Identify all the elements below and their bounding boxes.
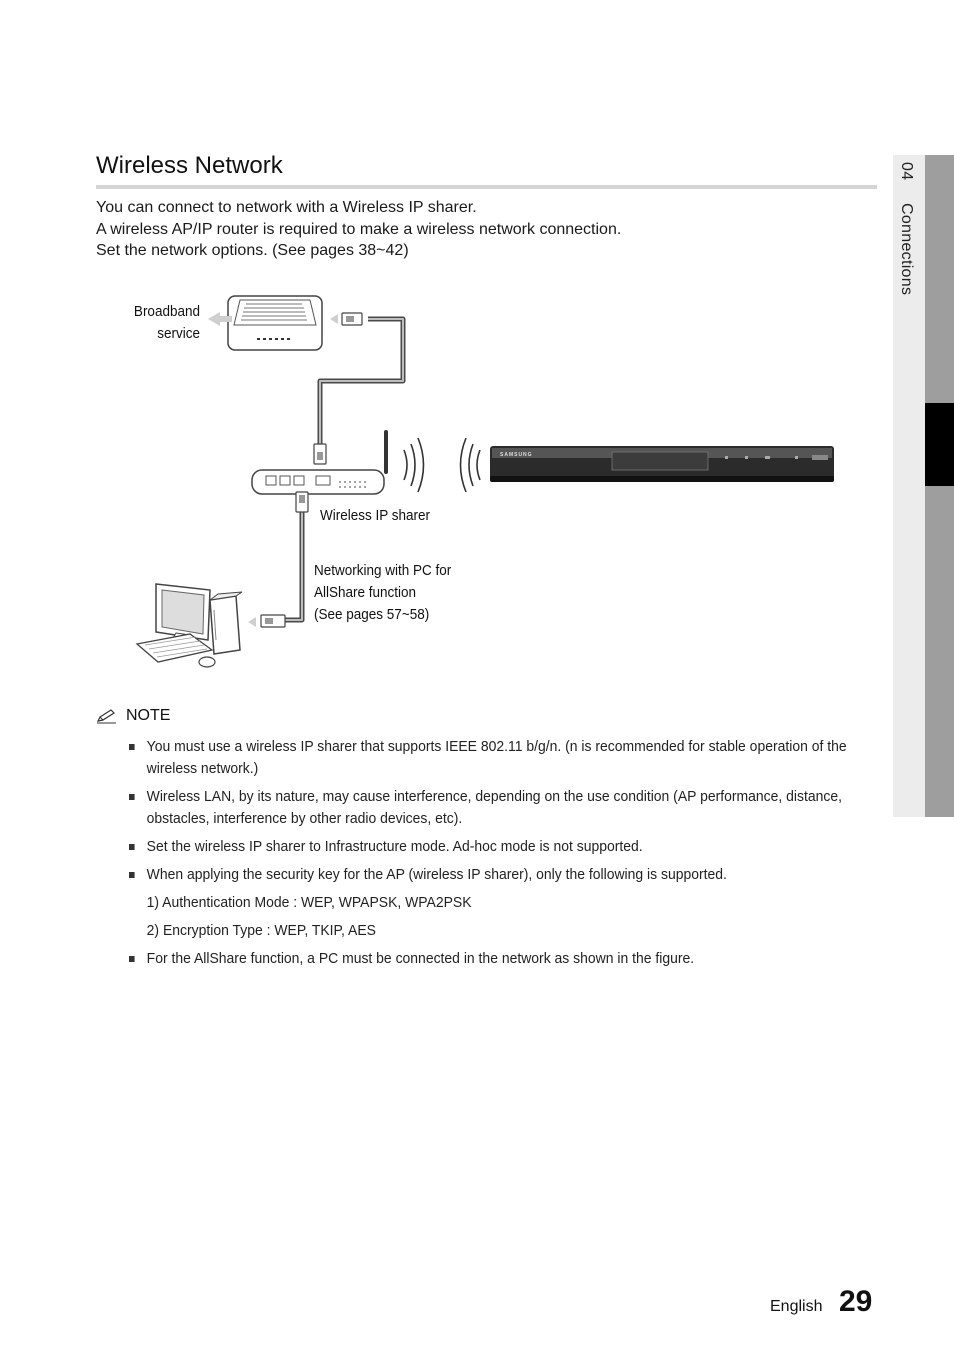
broadband-label-line1: Broadband <box>133 303 200 320</box>
bluray-player <box>490 446 834 482</box>
pc-networking-label <box>314 560 451 626</box>
pc-label-line1: Networking with PC for <box>314 562 452 579</box>
pc-plug <box>248 615 285 627</box>
note-item <box>129 836 863 858</box>
note-text: For the AllShare function, a PC must be connected in the network as shown in the figure. <box>146 950 695 967</box>
bullet-icon <box>129 744 135 750</box>
broadband-label <box>108 301 200 345</box>
note-sub-item: 1) Authentication Mode : WEP, WPAPSK, WPA2PSK <box>146 894 472 911</box>
note-item <box>129 864 863 886</box>
intro-line-1: You can connect to network with a Wireless IP sharer. <box>96 199 477 216</box>
chapter-title: Connections <box>898 203 915 296</box>
pc-label-line2: AllShare function <box>314 584 417 601</box>
sharer-label: Wireless IP sharer <box>320 507 431 524</box>
wireless-waves <box>404 438 480 492</box>
intro-line-3: Set the network options. (See pages 38~42) <box>96 242 409 259</box>
intro-line-2: A wireless AP/IP router is required to make a wireless network connection. <box>96 220 622 238</box>
bullet-icon <box>129 872 135 878</box>
note-text: When applying the security key for the AP (wireless IP sharer), only the following is supported. <box>146 866 727 883</box>
note-item <box>129 736 863 780</box>
bullet-icon <box>129 794 135 800</box>
bullet-icon <box>129 844 135 850</box>
modem-plug <box>330 313 362 325</box>
note-heading <box>96 707 170 725</box>
pc-computer <box>137 584 242 667</box>
note-sub-item: 2) Encryption Type : WEP, TKIP, AES <box>146 922 376 939</box>
chapter-number: 04 <box>898 162 915 181</box>
bullet-icon <box>129 956 135 962</box>
note-item <box>129 948 863 970</box>
broadband-modem <box>228 296 322 350</box>
note-title: NOTE <box>126 707 171 724</box>
page-number: 29 <box>839 1285 873 1318</box>
broadband-label-line2: service <box>157 325 200 342</box>
note-text: You must use a wireless IP sharer that supports IEEE 802.11 b/g/n. (n is recommended for stable operation of the wireless network.) <box>146 738 847 777</box>
footer-language: English <box>770 1298 823 1315</box>
note-list <box>129 736 851 976</box>
note-text: Wireless LAN, by its nature, may cause interference, depending on the use condition (AP performance, distance, obstacles, interference by other radio devices, etc). <box>146 788 842 827</box>
note-text: Set the wireless IP sharer to Infrastructure mode. Ad-hoc mode is not supported. <box>146 838 643 855</box>
player-brand: SAMSUNG <box>500 452 533 458</box>
note-item <box>129 786 863 830</box>
pc-label-line3: (See pages 57~58) <box>314 606 430 623</box>
page-title: Wireless Network <box>96 152 283 179</box>
pencil-icon <box>96 708 118 724</box>
ip-sharer <box>252 432 386 512</box>
